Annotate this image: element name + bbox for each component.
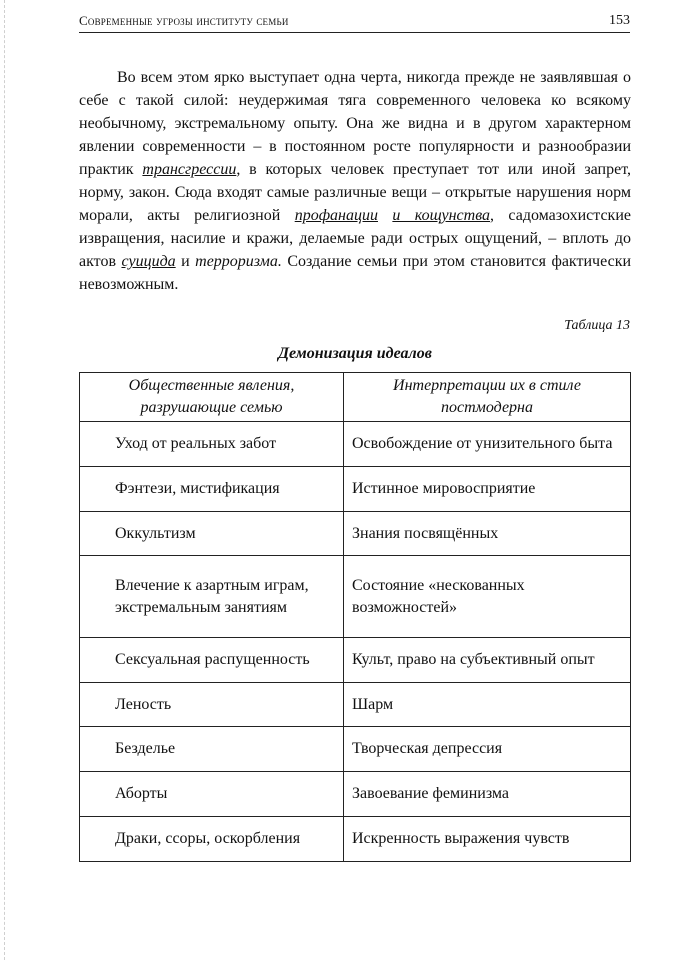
page-edge-shadow	[4, 0, 5, 960]
table-row	[80, 772, 631, 817]
phenomenon-cell: Оккультизм	[80, 511, 344, 556]
body-paragraph	[79, 66, 631, 296]
phenomenon-cell: Аборты	[80, 772, 344, 817]
paragraph-text: , садомазохистские извращения, насилие и кражи, делаемые ради острых ощущений, – вплоть до актов	[79, 207, 631, 270]
paragraph-underlined-term: суицида	[121, 253, 176, 270]
paragraph-italic-term: терроризма.	[195, 253, 282, 270]
interpretation-cell: Искренность выражения чувств	[344, 817, 631, 862]
interpretation-cell: Состояние «нескованных возможностей»	[344, 556, 631, 637]
table-row	[80, 511, 631, 556]
paragraph-text: Во всем этом ярко выступает одна черта, никогда прежде не заявлявшая о себе с такой силой: неудержимая тяга современного человека ко всякому необычному, экстремальному опыту. Она же видна и в другом характерном явлении современности – в постоянном росте популярности и разнообразии практик	[79, 69, 631, 178]
table-row	[80, 422, 631, 467]
interpretation-cell: Завоевание феминизма	[344, 772, 631, 817]
table-body	[80, 422, 631, 862]
phenomenon-cell: Безделье	[80, 727, 344, 772]
paragraph-text: , в которых человек преступает тот или иной запрет, норму, закон. Сюда входят самые различные вещи – открытые нарушения норм морали, акты религиозной	[79, 161, 631, 224]
table-number: Таблица 13	[564, 318, 630, 333]
interpretation-cell: Культ, право на субъективный опыт	[344, 637, 631, 682]
running-head-title: Современные угрозы институту семьи	[79, 13, 289, 28]
interpretation-cell: Шарм	[344, 682, 631, 727]
table-caption: Демонизация идеалов	[278, 345, 432, 362]
paragraph-text: Создание семьи при этом становится фактически невозможным.	[79, 253, 632, 293]
table-header-cell: Общественные явления, разрушающие семью	[80, 373, 344, 422]
paragraph-underlined-term: профанации	[294, 207, 378, 224]
paragraph-underlined-term: и кощунства	[392, 207, 491, 224]
interpretation-cell: Освобождение от унизительного быта	[344, 422, 631, 467]
phenomenon-cell: Драки, ссоры, оскорбления	[80, 817, 344, 862]
ideals-table	[79, 372, 631, 862]
table-row	[80, 637, 631, 682]
table-row	[80, 727, 631, 772]
phenomenon-cell: Влечение к азартным играм, экстремальным занятиям	[80, 556, 344, 637]
interpretation-cell: Истинное мировосприятие	[344, 466, 631, 511]
phenomenon-cell: Фэнтези, мистификация	[80, 466, 344, 511]
table-row	[80, 682, 631, 727]
table-header-cell: Интерпретации их в стиле постмодерна	[344, 373, 631, 422]
table-row	[80, 556, 631, 637]
phenomenon-cell: Уход от реальных забот	[80, 422, 344, 467]
table-row	[80, 466, 631, 511]
phenomenon-cell: Леность	[80, 682, 344, 727]
paragraph-text: и	[175, 253, 196, 270]
page-number: 153	[609, 13, 630, 28]
interpretation-cell: Творческая депрессия	[344, 727, 631, 772]
phenomenon-cell: Сексуальная распущенность	[80, 637, 344, 682]
running-head	[79, 10, 630, 33]
interpretation-cell: Знания посвящённых	[344, 511, 631, 556]
table-header-row	[80, 373, 631, 422]
table-row	[80, 817, 631, 862]
paragraph-text	[378, 207, 392, 224]
paragraph-underlined-term: трансгрессии	[142, 161, 237, 178]
